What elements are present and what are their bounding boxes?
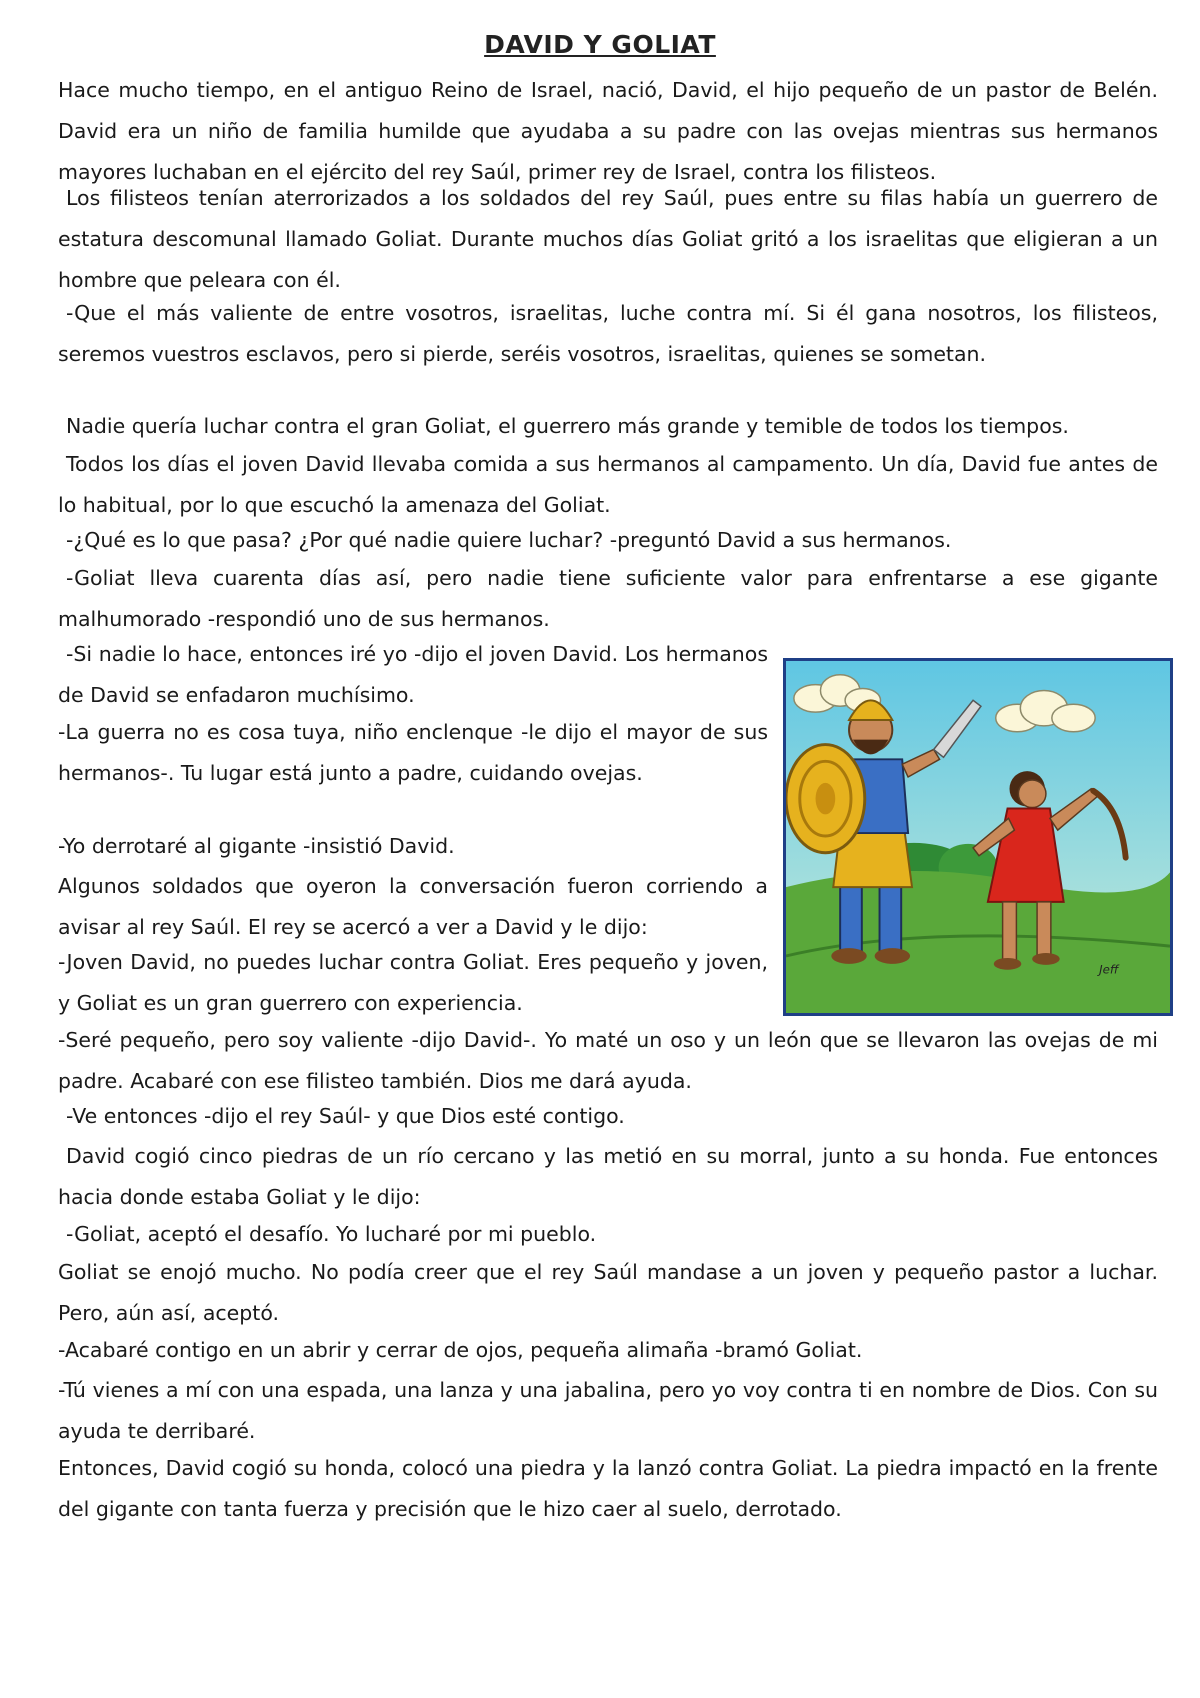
paragraph-1: Hace mucho tiempo, en el antiguo Reino de Israel, nació, David, el hijo pequeño de un pastor de Belén. David era un niño de familia humilde que ayudaba a su padre con las ovejas mientras sus hermanos mayores luchaban en el ejército del rey Saúl, primer rey de Israel, contra los filisteos.: [58, 78, 1158, 184]
paragraph-20: Entonces, David cogió su honda, colocó una piedra y la lanzó contra Goliat. La piedra impactó en la frente del gigante con tanta fuerza y precisión que le hizo caer al suelo, derrotado.: [58, 1456, 1158, 1521]
paragraph-16: -Goliat, aceptó el desafío. Yo lucharé por mi pueblo.: [66, 1222, 597, 1246]
paragraph-10: -Yo derrotaré al gigante -insistió David.: [58, 834, 455, 858]
paragraph-15: David cogió cinco piedras de un río cercano y las metió en su morral, junto a su honda. Fue entonces hacia donde estaba Goliat y le dijo:: [58, 1144, 1158, 1209]
paragraph-2: Los filisteos tenían aterrorizados a los soldados del rey Saúl, pues entre su filas había un guerrero de estatura descomunal llamado Goliat. Durante muchos días Goliat gritó a los israelitas que eligieran a un hombre que peleara con él.: [58, 186, 1158, 292]
paragraph-18: -Acabaré contigo en un abrir y cerrar de ojos, pequeña alimaña -bramó Goliat.: [58, 1338, 863, 1362]
paragraph-8: -Si nadie lo hace, entonces iré yo -dijo el joven David. Los hermanos de David se enfadaron muchísimo.: [58, 642, 768, 707]
paragraph-5: Todos los días el joven David llevaba comida a sus hermanos al campamento. Un día, David fue antes de lo habitual, por lo que escuchó la amenaza del Goliat.: [58, 452, 1158, 517]
illustration-scene: [786, 661, 1170, 1013]
paragraph-7: -Goliat lleva cuarenta días así, pero nadie tiene suficiente valor para enfrentarse a ese gigante malhumorado -respondió uno de sus hermanos.: [58, 566, 1158, 631]
illustration-signature: Jeff: [1099, 962, 1119, 977]
shield: [786, 745, 865, 853]
paragraph-3: -Que el más valiente de entre vosotros, israelitas, luche contra mí. Si él gana nosotros, los filisteos, seremos vuestros esclavos, pero si pierde, seréis vosotros, israelitas, quienes se sometan.: [58, 301, 1158, 366]
paragraph-12: -Joven David, no puedes luchar contra Goliat. Eres pequeño y joven, y Goliat es un gran guerrero con experiencia.: [58, 950, 768, 1015]
paragraph-14: -Ve entonces -dijo el rey Saúl- y que Dios esté contigo.: [66, 1104, 625, 1128]
paragraph-19: -Tú vienes a mí con una espada, una lanza y una jabalina, pero yo voy contra ti en nombre de Dios. Con su ayuda te derribaré.: [58, 1378, 1158, 1443]
document-title: DAVID Y GOLIAT: [484, 30, 716, 59]
paragraph-17: Goliat se enojó mucho. No podía creer que el rey Saúl mandase a un joven y pequeño pastor a luchar. Pero, aún así, aceptó.: [58, 1260, 1158, 1325]
paragraph-9: -La guerra no es cosa tuya, niño enclenque -le dijo el mayor de sus hermanos-. Tu lugar está junto a padre, cuidando ovejas.: [58, 720, 768, 785]
paragraph-11: Algunos soldados que oyeron la conversación fueron corriendo a avisar al rey Saúl. El rey se acercó a ver a David y le dijo:: [58, 874, 768, 939]
paragraph-4: Nadie quería luchar contra el gran Goliat, el guerrero más grande y temible de todos los tiempos.: [66, 414, 1069, 438]
paragraph-13: -Seré pequeño, pero soy valiente -dijo David-. Yo maté un oso y un león que se llevaron las ovejas de mi padre. Acabaré con ese filisteo también. Dios me dará ayuda.: [58, 1028, 1158, 1093]
paragraph-6: -¿Qué es lo que pasa? ¿Por qué nadie quiere luchar? -preguntó David a sus hermanos.: [66, 528, 952, 552]
david-goliath-illustration: [783, 658, 1173, 1016]
